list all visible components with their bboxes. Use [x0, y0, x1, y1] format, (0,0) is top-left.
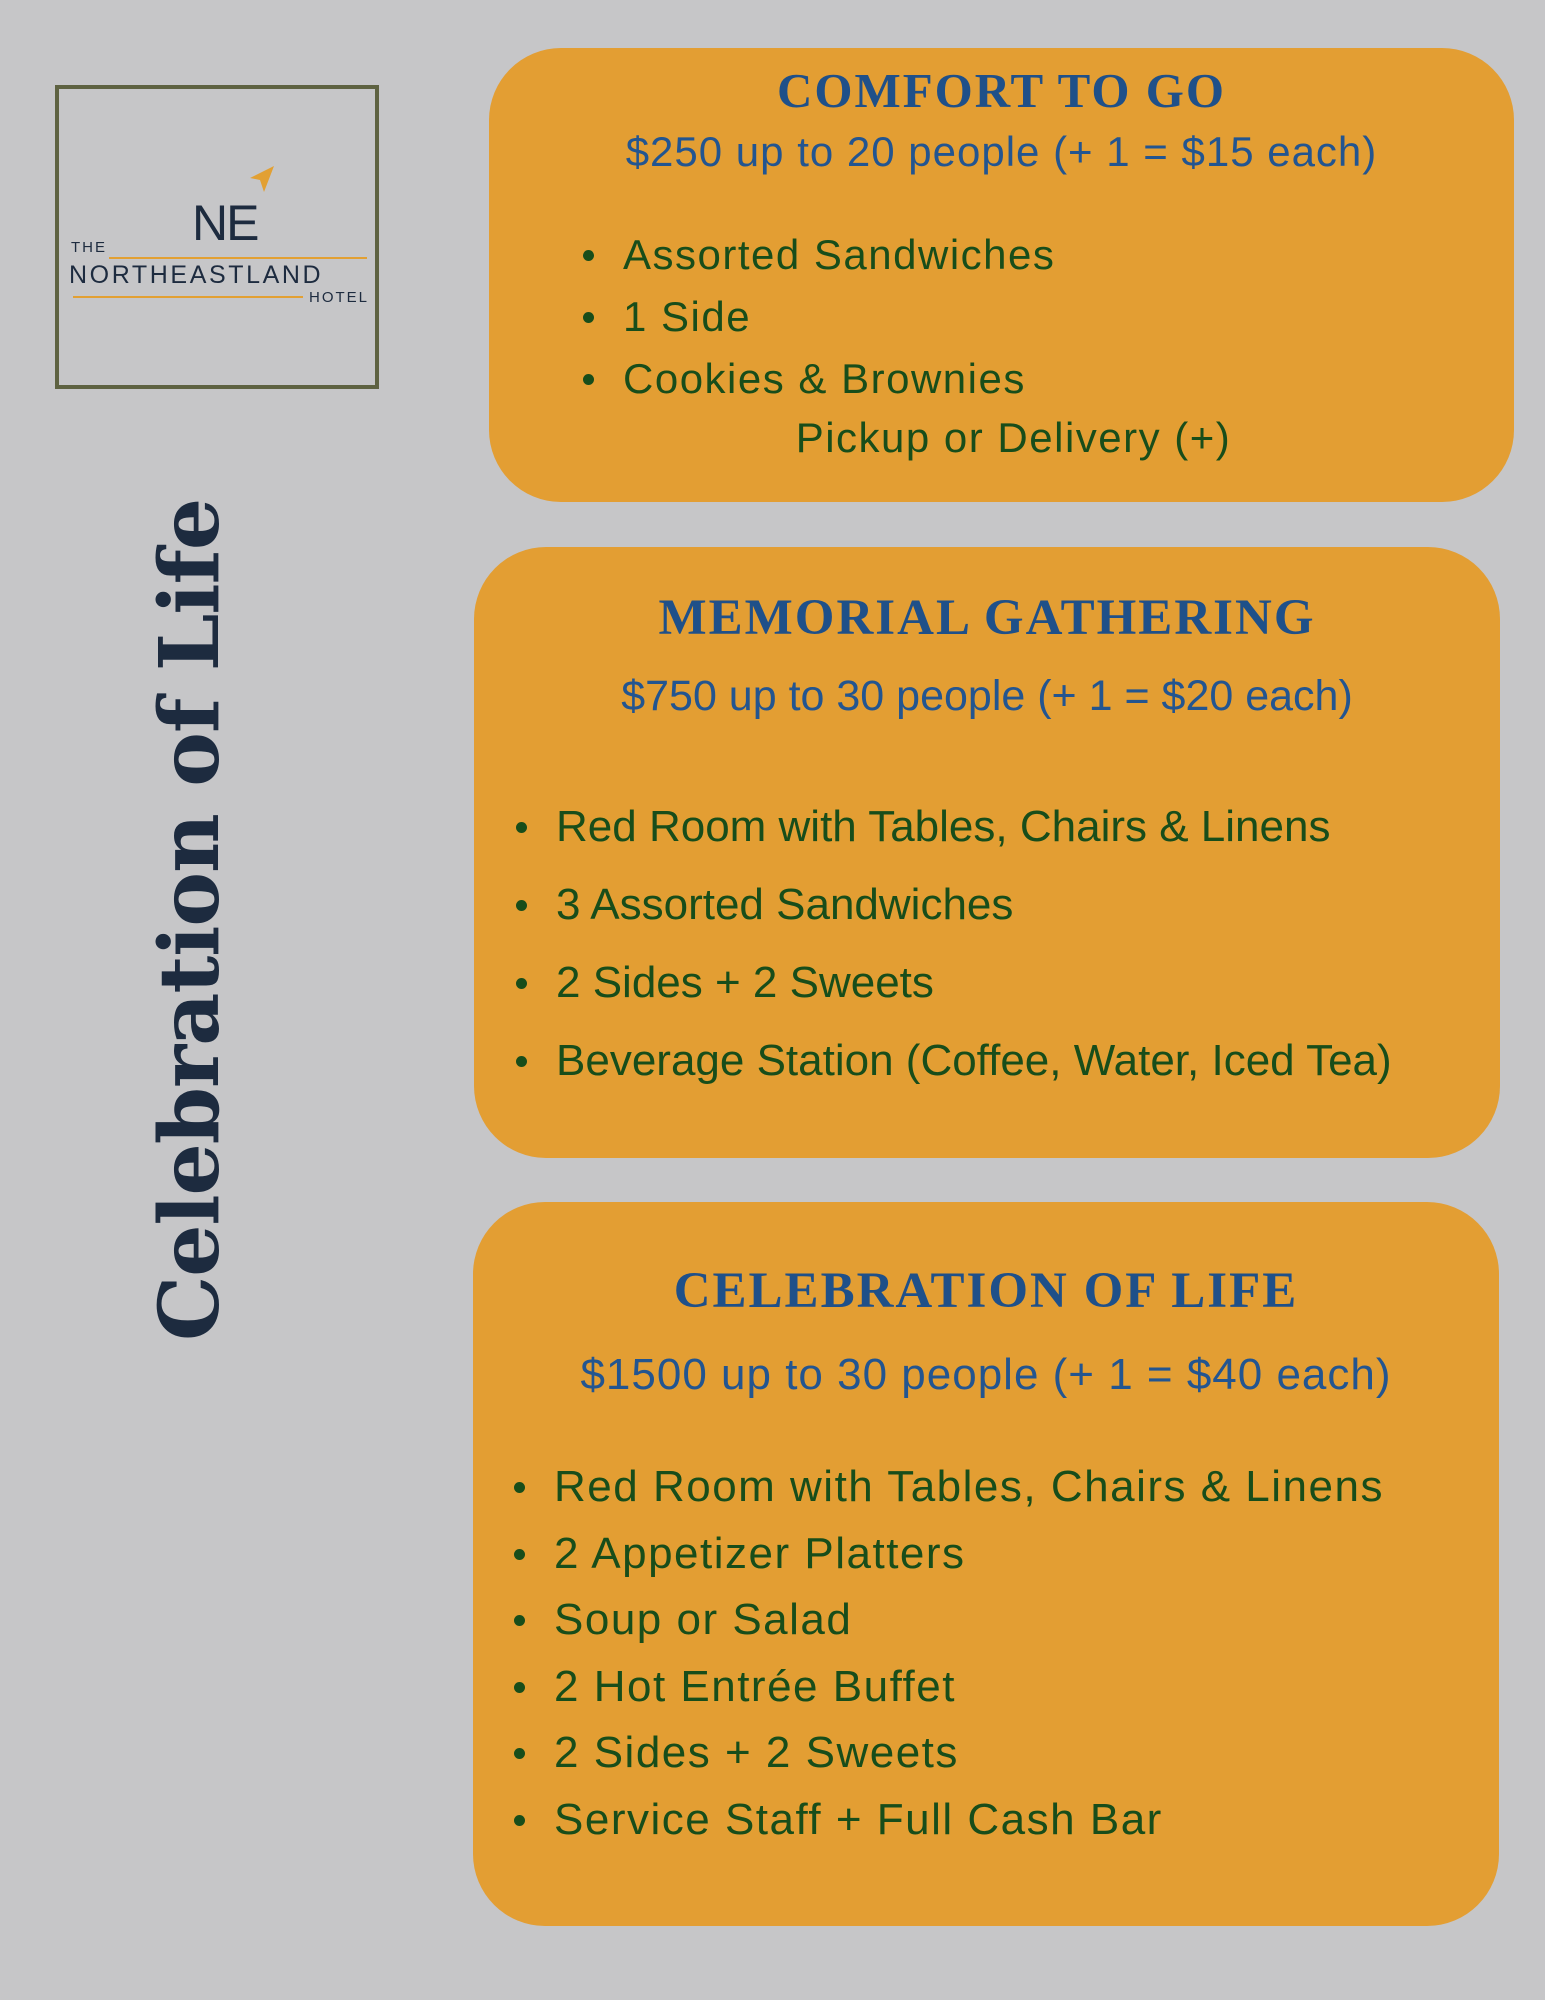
package-title: MEMORIAL GATHERING: [658, 590, 1316, 646]
logo-hotel: HOTEL: [309, 289, 370, 306]
list-item: Soup or Salad: [554, 1587, 1384, 1654]
list-item: Red Room with Tables, Chairs & Linens: [554, 1454, 1384, 1521]
list-item: 1 Side: [623, 286, 1055, 348]
list-item: Beverage Station (Coffee, Water, Iced Tea): [556, 1022, 1392, 1100]
package-title: CELEBRATION OF LIFE: [673, 1263, 1299, 1319]
package-card-celebration-of-life: [473, 1202, 1499, 1926]
list-item: Red Room with Tables, Chairs & Linens: [556, 788, 1392, 866]
list-item: Cookies & Brownies: [623, 348, 1055, 410]
package-price: $750 up to 30 people (+ 1 = $20 each): [621, 672, 1353, 720]
list-item: 3 Assorted Sandwiches: [556, 866, 1392, 944]
package-price: $250 up to 20 people (+ 1 = $15 each): [625, 128, 1378, 175]
package-card-memorial-gathering: [474, 547, 1500, 1158]
package-items: [554, 1454, 1384, 1853]
logo-divider-top: [109, 257, 367, 259]
page-title: Celebration of Life: [142, 498, 238, 1342]
logo-divider-bottom: [73, 296, 303, 298]
logo-monogram: [192, 194, 257, 252]
logo-name: NORTHEASTLAND: [69, 261, 324, 289]
list-item: 2 Appetizer Platters: [554, 1521, 1384, 1588]
package-price: $1500 up to 30 people (+ 1 = $40 each): [580, 1350, 1392, 1399]
list-item: 2 Sides + 2 Sweets: [554, 1720, 1384, 1787]
package-card-comfort-to-go: [489, 48, 1514, 502]
logo-the: THE: [71, 239, 107, 256]
package-title: COMFORT TO GO: [776, 63, 1226, 118]
package-items: [623, 224, 1055, 410]
package-items: [556, 788, 1392, 1100]
hotel-logo: [55, 85, 379, 389]
logo-arrow-icon: [250, 166, 274, 192]
list-item: Service Staff + Full Cash Bar: [554, 1787, 1384, 1854]
logo-monogram-text: NE: [192, 195, 258, 251]
list-item: 2 Sides + 2 Sweets: [556, 944, 1392, 1022]
list-item: Assorted Sandwiches: [623, 224, 1055, 286]
list-item: 2 Hot Entrée Buffet: [554, 1654, 1384, 1721]
package-note: Pickup or Delivery (+): [795, 414, 1232, 461]
